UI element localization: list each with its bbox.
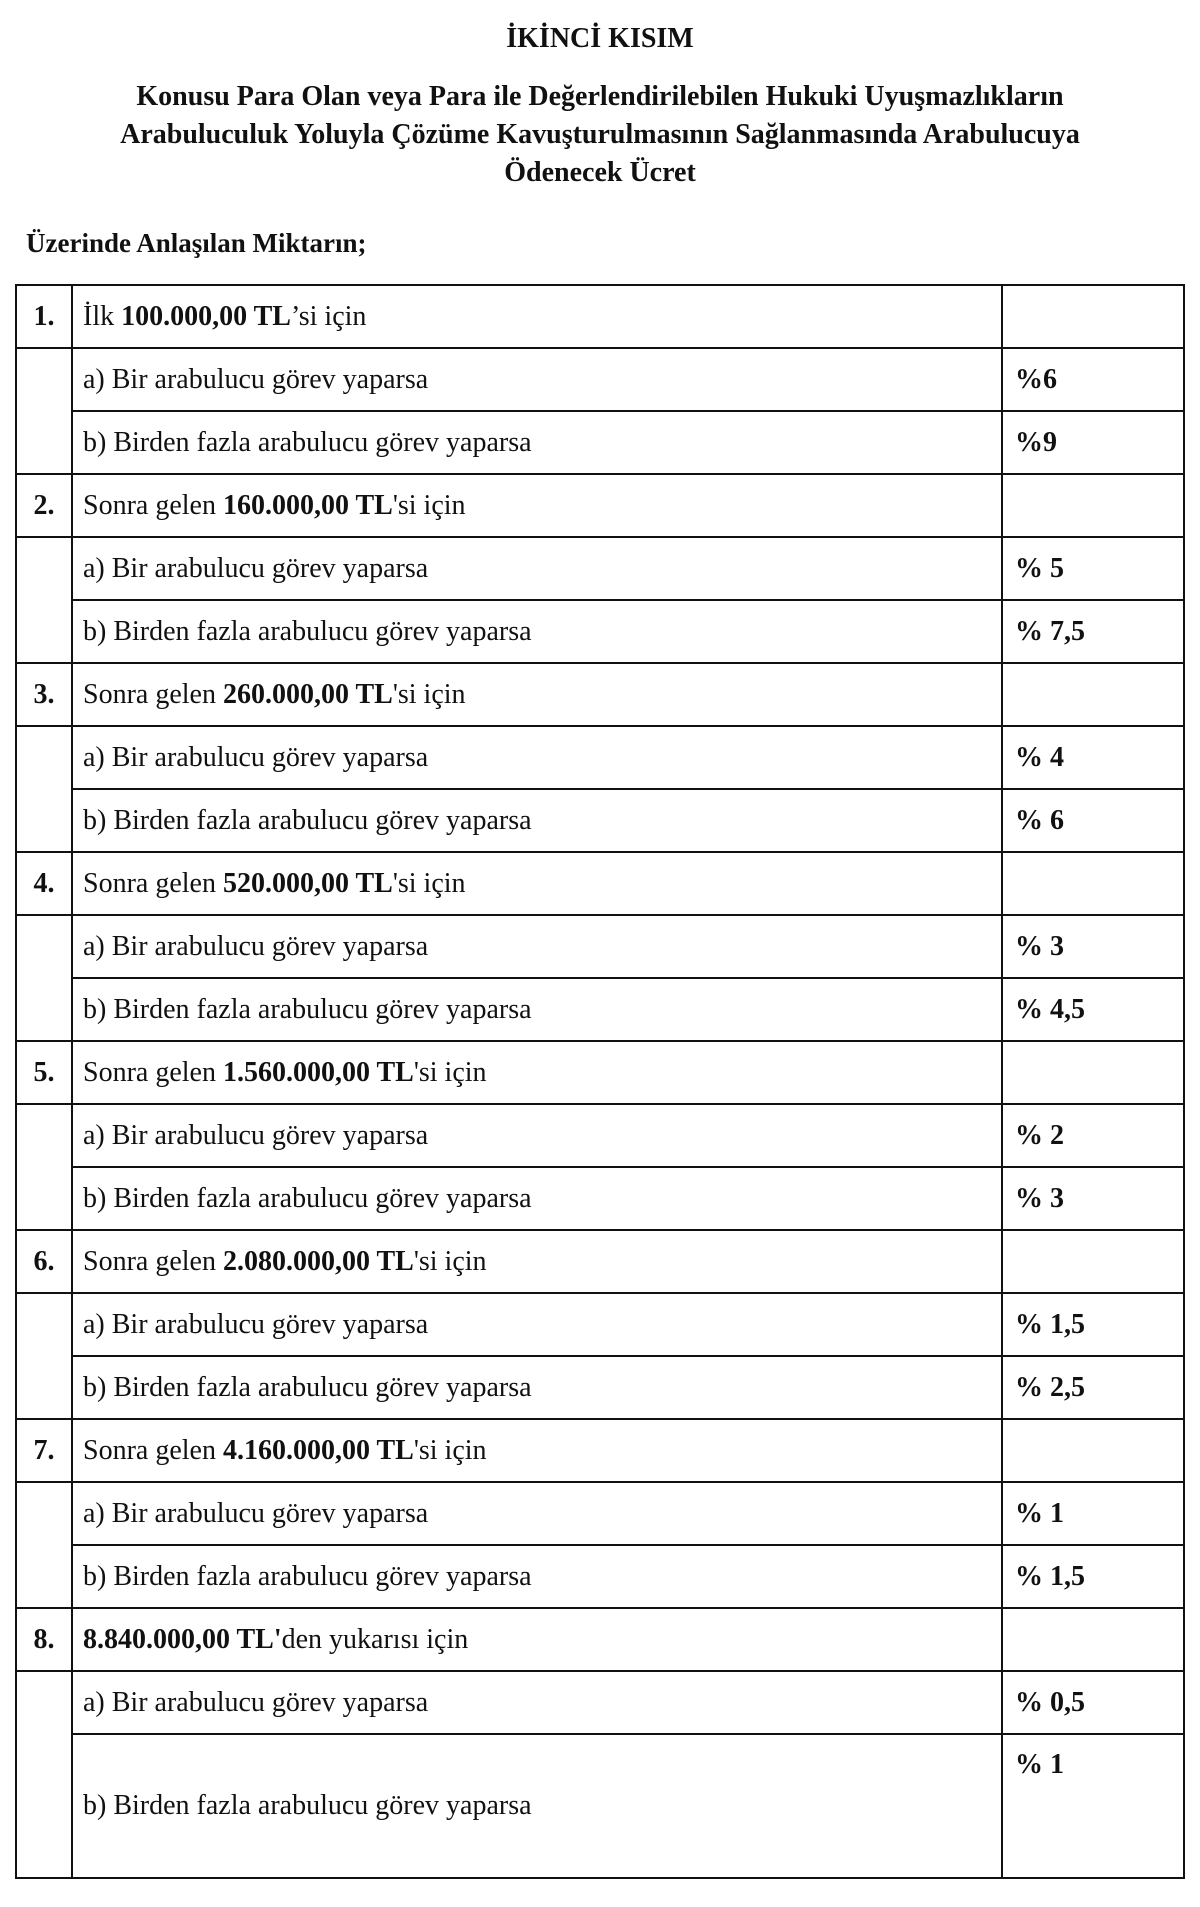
tier-rate-cell (1002, 1419, 1184, 1482)
option-row (16, 411, 1184, 474)
number-spacer (16, 348, 72, 411)
tier-prefix: Sonra gelen (83, 1056, 223, 1088)
number-spacer (16, 600, 72, 663)
option-row (16, 537, 1184, 600)
option-label: a) Bir arabulucu görev yaparsa (72, 537, 1002, 600)
number-spacer (16, 1734, 72, 1878)
option-label: a) Bir arabulucu görev yaparsa (72, 1671, 1002, 1734)
option-label: a) Bir arabulucu görev yaparsa (72, 1293, 1002, 1356)
tier-prefix: Sonra gelen (83, 1434, 223, 1466)
option-row (16, 789, 1184, 852)
tier-amount: 1.560.000,00 TL (222, 1056, 414, 1088)
tier-prefix: Sonra gelen (83, 867, 223, 899)
tier-prefix: İlk (83, 300, 122, 332)
tier-suffix: 'si için (392, 489, 466, 521)
number-spacer (16, 1293, 72, 1356)
tier-amount: 160.000,00 TL (222, 489, 393, 521)
option-label: b) Birden fazla arabulucu görev yaparsa (72, 1356, 1002, 1419)
option-rate: % 1,5 (1002, 1293, 1184, 1356)
option-label: b) Birden fazla arabulucu görev yaparsa (72, 978, 1002, 1041)
option-row (16, 1104, 1184, 1167)
tier-number: 2. (16, 474, 72, 537)
tier-row (16, 1041, 1184, 1104)
document-subtitle (0, 78, 1200, 192)
number-spacer (16, 1167, 72, 1230)
option-rate: % 1 (1002, 1482, 1184, 1545)
tier-label (72, 474, 1002, 537)
number-spacer (16, 1671, 72, 1734)
option-label: b) Birden fazla arabulucu görev yaparsa (72, 1545, 1002, 1608)
option-label: a) Bir arabulucu görev yaparsa (72, 1482, 1002, 1545)
intro-text: Üzerinde Anlaşılan Miktarın; (26, 228, 367, 258)
tier-rate-cell (1002, 474, 1184, 537)
tier-row (16, 285, 1184, 348)
tier-number: 4. (16, 852, 72, 915)
tier-label (72, 285, 1002, 348)
option-rate: %6 (1002, 348, 1184, 411)
option-row (16, 1293, 1184, 1356)
tier-prefix: Sonra gelen (83, 1245, 223, 1277)
tier-row (16, 474, 1184, 537)
option-rate: % 4,5 (1002, 978, 1184, 1041)
option-label: b) Birden fazla arabulucu görev yaparsa (72, 411, 1002, 474)
option-row (16, 1167, 1184, 1230)
option-rate: % 3 (1002, 1167, 1184, 1230)
subtitle-line: Ödenecek Ücret (504, 157, 696, 188)
option-row (16, 915, 1184, 978)
tier-row (16, 1419, 1184, 1482)
tier-suffix: ’si için (290, 300, 367, 332)
tier-suffix: 'si için (413, 1434, 487, 1466)
tier-rate-cell (1002, 285, 1184, 348)
tier-number: 1. (16, 285, 72, 348)
tier-suffix: 'si için (413, 1245, 487, 1277)
tier-label (72, 1041, 1002, 1104)
option-row (16, 348, 1184, 411)
tier-rate-cell (1002, 1608, 1184, 1671)
option-rate: % 1 (1002, 1734, 1184, 1878)
tier-suffix: 'si için (392, 867, 466, 899)
tier-amount: 100.000,00 TL (121, 300, 291, 332)
option-rate: %9 (1002, 411, 1184, 474)
fee-table-body (16, 285, 1184, 1878)
tier-number: 6. (16, 1230, 72, 1293)
tier-amount: 520.000,00 TL (222, 867, 393, 899)
option-row (16, 1545, 1184, 1608)
tier-label (72, 663, 1002, 726)
tier-row (16, 1608, 1184, 1671)
option-label: a) Bir arabulucu görev yaparsa (72, 915, 1002, 978)
option-row (16, 726, 1184, 789)
number-spacer (16, 978, 72, 1041)
tier-label (72, 1419, 1002, 1482)
option-label: b) Birden fazla arabulucu görev yaparsa (72, 1734, 1002, 1878)
option-label: a) Bir arabulucu görev yaparsa (72, 1104, 1002, 1167)
option-rate: % 2 (1002, 1104, 1184, 1167)
option-label: a) Bir arabulucu görev yaparsa (72, 348, 1002, 411)
option-label: b) Birden fazla arabulucu görev yaparsa (72, 789, 1002, 852)
subtitle-line: Arabuluculuk Yoluyla Çözüme Kavuşturulmasının Sağlanmasında Arabulucuya (120, 119, 1080, 150)
tier-prefix: Sonra gelen (83, 489, 223, 521)
number-spacer (16, 1545, 72, 1608)
tier-rate-cell (1002, 852, 1184, 915)
option-label: b) Birden fazla arabulucu görev yaparsa (72, 600, 1002, 663)
number-spacer (16, 726, 72, 789)
tier-amount: 260.000,00 TL (222, 678, 393, 710)
option-label: a) Bir arabulucu görev yaparsa (72, 726, 1002, 789)
tier-prefix: Sonra gelen (83, 678, 223, 710)
option-row (16, 1482, 1184, 1545)
tier-amount: 4.160.000,00 TL (222, 1434, 414, 1466)
tier-rate-cell (1002, 663, 1184, 726)
option-row (16, 1734, 1184, 1878)
tier-row (16, 852, 1184, 915)
number-spacer (16, 1356, 72, 1419)
option-rate: % 7,5 (1002, 600, 1184, 663)
tier-number: 8. (16, 1608, 72, 1671)
tier-label (72, 1608, 1002, 1671)
option-row (16, 1671, 1184, 1734)
tier-number: 7. (16, 1419, 72, 1482)
option-rate: % 5 (1002, 537, 1184, 600)
tier-suffix: 'si için (392, 678, 466, 710)
number-spacer (16, 1482, 72, 1545)
option-row (16, 978, 1184, 1041)
fee-table (15, 284, 1185, 1879)
number-spacer (16, 537, 72, 600)
option-rate: % 2,5 (1002, 1356, 1184, 1419)
tier-row (16, 663, 1184, 726)
section-title: İKİNCİ KISIM (506, 23, 694, 54)
number-spacer (16, 411, 72, 474)
tier-amount: 2.080.000,00 TL (222, 1245, 414, 1277)
number-spacer (16, 789, 72, 852)
tier-suffix: den yukarısı için (281, 1623, 469, 1655)
option-label: b) Birden fazla arabulucu görev yaparsa (72, 1167, 1002, 1230)
tier-label (72, 1230, 1002, 1293)
option-rate: % 3 (1002, 915, 1184, 978)
option-rate: % 4 (1002, 726, 1184, 789)
number-spacer (16, 1104, 72, 1167)
option-row (16, 600, 1184, 663)
option-rate: % 6 (1002, 789, 1184, 852)
tier-suffix: 'si için (413, 1056, 487, 1088)
option-rate: % 1,5 (1002, 1545, 1184, 1608)
tier-rate-cell (1002, 1230, 1184, 1293)
number-spacer (16, 915, 72, 978)
tier-amount: 8.840.000,00 TL' (83, 1623, 282, 1655)
option-row (16, 1356, 1184, 1419)
tier-row (16, 1230, 1184, 1293)
option-rate: % 0,5 (1002, 1671, 1184, 1734)
tier-rate-cell (1002, 1041, 1184, 1104)
tier-number: 3. (16, 663, 72, 726)
tier-label (72, 852, 1002, 915)
subtitle-line: Konusu Para Olan veya Para ile Değerlendirilebilen Hukuki Uyuşmazlıkların (136, 81, 1064, 112)
tier-number: 5. (16, 1041, 72, 1104)
